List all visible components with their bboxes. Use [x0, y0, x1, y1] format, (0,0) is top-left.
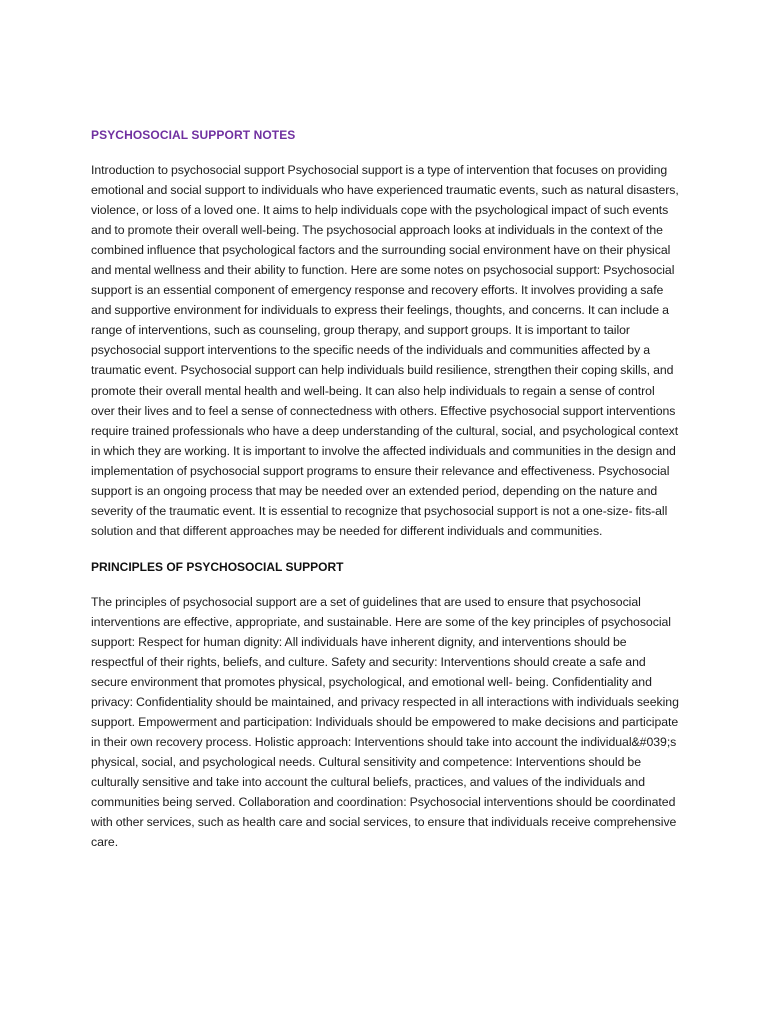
spacer: [91, 576, 681, 592]
document-title: PSYCHOSOCIAL SUPPORT NOTES: [91, 128, 296, 142]
spacer: [91, 144, 681, 160]
spacer: [91, 541, 681, 558]
principles-paragraph: The principles of psychosocial support are a set of guidelines that are used to ensure that psychosocial interventions are effective, appropriate, and sustainable. Here are some of the key principles of psychosocial support: Respect for human dignity: All individuals have inherent dignity, and interventions should be respectful of their rights, beliefs, and culture. Safety and security: Interventions should create a safe and secure environment that promotes physical, psychological, and emotional well- being. Confidentiality and privacy: Confidentiality should be maintained, and privacy respected in all interactions with individuals seeking support. Empowerment and participation: Individuals should be empowered to make decisions and participate in their own recovery process. Holistic approach: Interventions should take into account the individual&#039;s physical, social, and psychological needs. Cultural sensitivity and competence: Interventions should be culturally sensitive and take into account the cultural beliefs, practices, and values of the individuals and communities being served. Collaboration and coordination: Psychosocial interventions should be coordinated with other services, such as health care and social services, to ensure that individuals receive comprehensive care.: [91, 594, 679, 850]
document-body: [91, 126, 681, 853]
principles-heading: PRINCIPLES OF PSYCHOSOCIAL SUPPORT: [91, 559, 344, 574]
intro-paragraph: Introduction to psychosocial support Psychosocial support is a type of intervention that focuses on providing emotional and social support to individuals who have experienced traumatic events, such as natural disasters, violence, or loss of a loved one. It aims to help individuals cope with the psychological impact of such events and to promote their overall well-being. The psychosocial approach looks at individuals in the context of the combined influence that psychological factors and the surrounding social environment have on their physical and mental wellness and their ability to function. Here are some notes on psychosocial support: Psychosocial support is an essential component of emergency response and recovery efforts. It involves providing a safe and supportive environment for individuals to express their feelings, thoughts, and concerns. It can include a range of interventions, such as counseling, group therapy, and support groups. It is important to tailor psychosocial support interventions to the specific needs of the individuals and communities affected by a traumatic event. Psychosocial support can help individuals build resilience, strengthen their coping skills, and promote their overall mental health and well-being. It can also help individuals to regain a sense of control over their lives and to feel a sense of connectedness with others. Effective psychosocial support interventions require trained professionals who have a deep understanding of the cultural, social, and psychological context in which they are working. It is important to involve the affected individuals and communities in the design and implementation of psychosocial support programs to ensure their relevance and effectiveness. Psychosocial support is an ongoing process that may be needed over an extended period, depending on the nature and severity of the traumatic event. It is essential to recognize that psychosocial support is not a one-size- fits-all solution and that different approaches may be needed for different individuals and communities.: [91, 163, 679, 538]
